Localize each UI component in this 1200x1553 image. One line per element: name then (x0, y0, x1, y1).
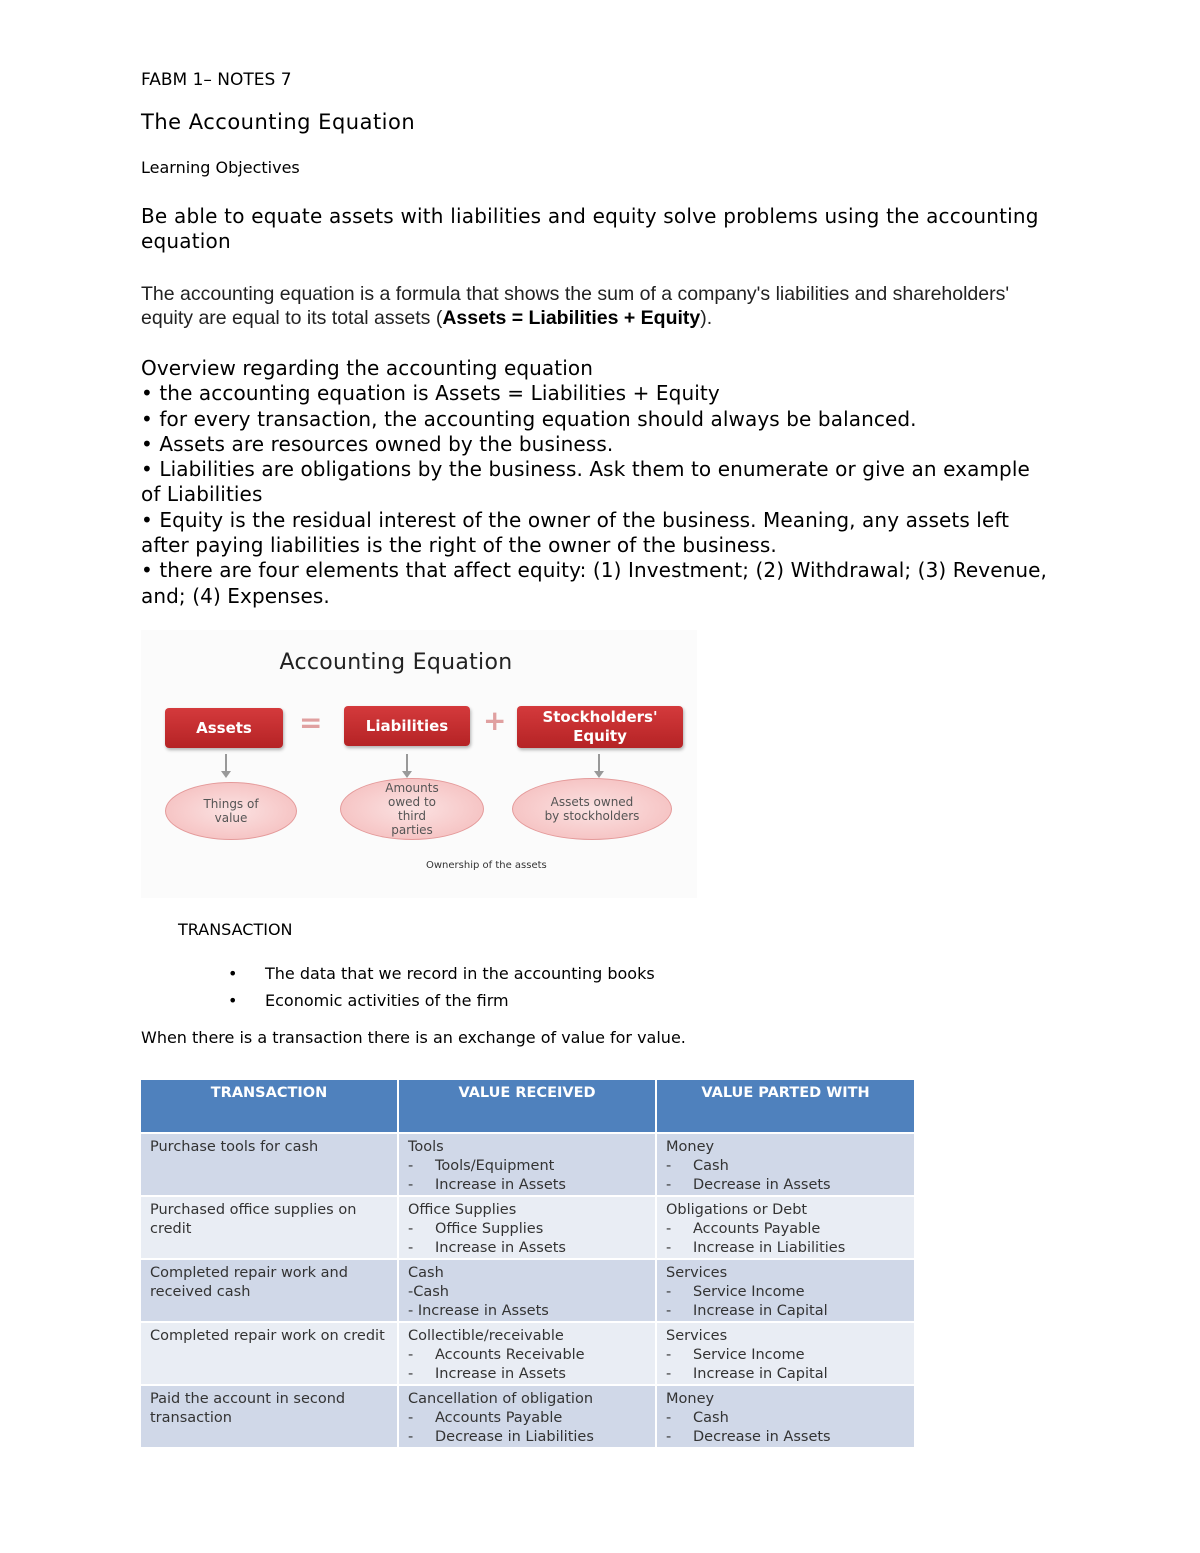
parted-cell: Money - Cash - Decrease in Assets (656, 1385, 914, 1447)
definition-text: The accounting equation is a formula that shows the sum of a company's liabilities and shareholders' equity are equal to its total assets ( (141, 283, 1010, 329)
received-cell: Cancellation of obligation - Accounts Payable - Decrease in Liabilities (398, 1385, 656, 1447)
exchange-text: When there is a transaction there is an exchange of value for value. (141, 1028, 686, 1047)
transaction-cell: Completed repair work on credit (141, 1322, 398, 1385)
liabilities-box: Liabilities (344, 706, 470, 746)
column-header: VALUE RECEIVED (398, 1080, 656, 1133)
parted-cell: Obligations or Debt - Accounts Payable - Increase in Liabilities (656, 1196, 914, 1259)
parted-cell: Money - Cash - Decrease in Assets (656, 1133, 914, 1196)
plus-sign: + (483, 704, 507, 737)
table-header-row (141, 1080, 914, 1133)
transaction-heading: TRANSACTION (178, 920, 293, 939)
arrow-down-icon (225, 754, 227, 776)
column-header: VALUE PARTED WITH (656, 1080, 914, 1133)
overview-item: • Liabilities are obligations by the business. Ask them to enumerate or give an example of Liabilities (141, 457, 1030, 507)
overview-item: • Assets are resources owned by the business. (141, 431, 614, 456)
definition-paragraph (141, 282, 1041, 330)
parted-cell: Services - Service Income - Increase in Capital (656, 1259, 914, 1322)
accounting-equation-figure (141, 630, 697, 898)
table-row (141, 1259, 914, 1322)
document-header: FABM 1– NOTES 7 (141, 70, 292, 90)
overview-heading: Overview regarding the accounting equation (141, 356, 593, 380)
bullet-icon: • (228, 991, 238, 1010)
transaction-table (141, 1080, 914, 1447)
overview-item: • Equity is the residual interest of the owner of the business. Meaning, any assets left after paying liabilities is the right of the owner of the business. (141, 507, 1010, 558)
transaction-cell: Purchased office supplies on credit (141, 1196, 398, 1259)
arrow-down-icon (406, 754, 408, 776)
definition-formula: Assets = Liabilities + Equity (442, 307, 701, 329)
arrow-down-icon (598, 754, 600, 776)
parted-cell: Services - Service Income - Increase in Capital (656, 1322, 914, 1385)
overview-item: • the accounting equation is Assets = Liabilities + Equity (141, 381, 720, 406)
transaction-cell: Paid the account in second transaction (141, 1385, 398, 1447)
equals-sign: = (299, 706, 323, 739)
received-cell: Collectible/receivable - Accounts Receivable - Increase in Assets (398, 1322, 656, 1385)
column-header: TRANSACTION (141, 1080, 398, 1133)
liabilities-oval: Amounts owed to third parties (340, 778, 484, 840)
bullet-icon: • (228, 964, 238, 983)
list-item: • The data that we record in the accounting books (228, 960, 655, 987)
figure-caption: Ownership of the assets (426, 860, 547, 871)
transaction-cell: Completed repair work and received cash (141, 1259, 398, 1322)
table-row (141, 1196, 914, 1259)
overview-item: • there are four elements that affect equity: (1) Investment; (2) Withdrawal; (3) Revenue, and; (4) Expenses. (141, 558, 1048, 608)
objective-text: Be able to equate assets with liabilities and equity solve problems using the accounting equation (141, 204, 1039, 253)
received-cell: Office Supplies - Office Supplies - Increase in Assets (398, 1196, 656, 1259)
definition-end: ). (700, 307, 713, 329)
table-row (141, 1385, 914, 1447)
learning-objectives-label: Learning Objectives (141, 158, 300, 177)
table-row (141, 1322, 914, 1385)
assets-oval: Things of value (165, 782, 297, 840)
page-title: The Accounting Equation (141, 110, 416, 134)
transaction-cell: Purchase tools for cash (141, 1133, 398, 1196)
received-cell: Cash -Cash - Increase in Assets (398, 1259, 656, 1322)
assets-box: Assets (165, 708, 283, 748)
equity-oval: Assets owned by stockholders (512, 778, 672, 840)
transaction-bullets (228, 960, 655, 1014)
overview-section (141, 356, 1051, 609)
figure-title: Accounting Equation (279, 650, 513, 675)
overview-item: • for every transaction, the accounting equation should always be balanced. (141, 406, 917, 431)
received-cell: Tools - Tools/Equipment - Increase in Assets (398, 1133, 656, 1196)
table-row (141, 1133, 914, 1196)
list-item: • Economic activities of the firm (228, 987, 655, 1014)
equity-box: Stockholders' Equity (517, 706, 683, 748)
